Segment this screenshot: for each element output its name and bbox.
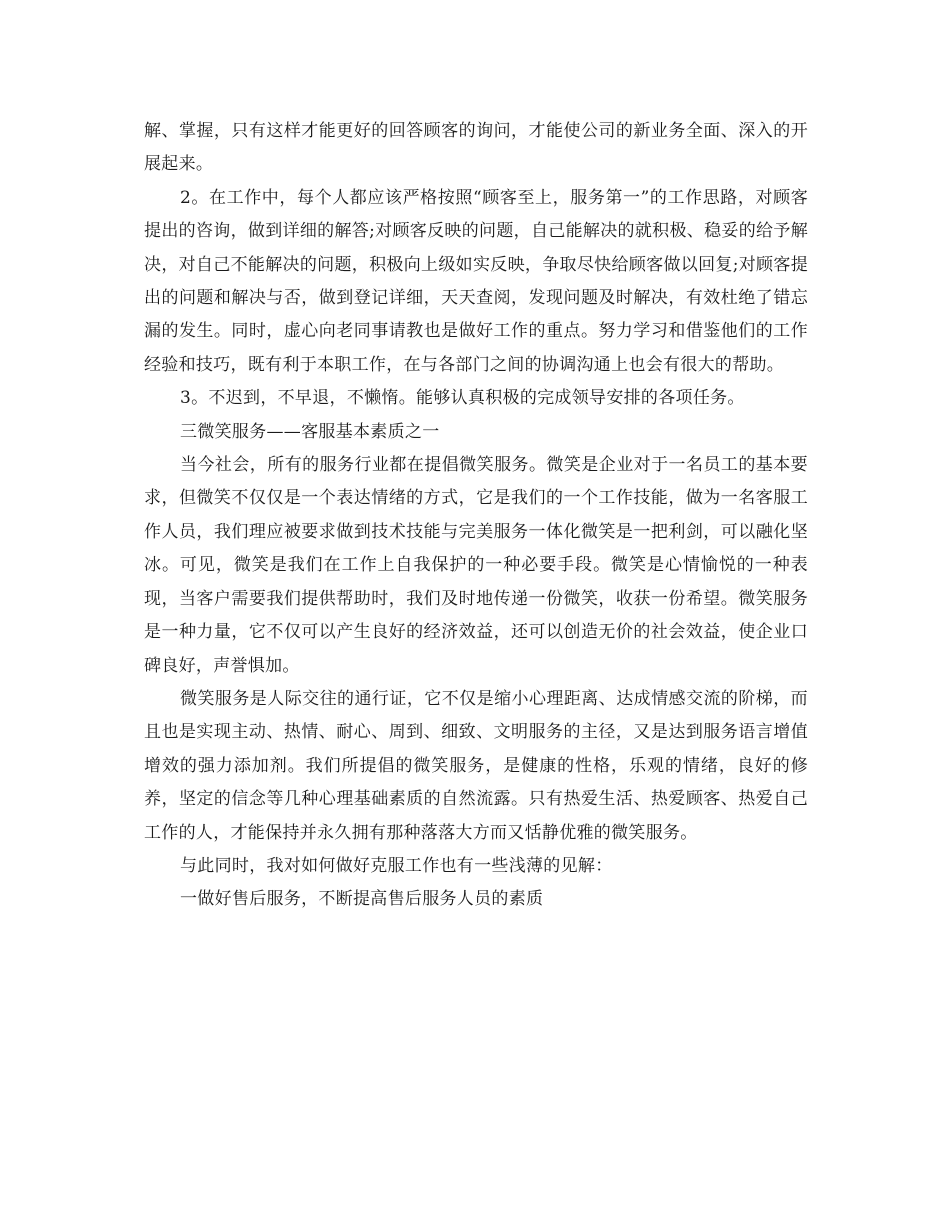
paragraph-opinion-intro: 与此同时，我对如何做好克服工作也有一些浅薄的见解： xyxy=(180,855,613,876)
paragraph-continuation: 解、掌握，只有这样才能更好的回答顾客的询问，才能使公司的新业务全面、深入的开展起来。 xyxy=(144,121,808,175)
document-body xyxy=(144,115,808,917)
paragraph-smile-intro: 当今社会，所有的服务行业都在提倡微笑服务。微笑是企业对于一名员工的基本要求，但微笑不仅仅是一个表达情绪的方式，它是我们的一个工作技能，做为一名客服工作人员，我们理应被要求做到技术技能与完美服务一体化微笑是一把利剑，可以融化坚冰。可见，微笑是我们在工作上自我保护的一种必要手段。微笑是心情愉悦的一种表现，当客户需要我们提供帮助时，我们及时地传递一份微笑，收获一份希望。微笑服务是一种力量，它不仅可以产生良好的经济效益，还可以创造无价的社会效益，使企业口碑良好，声誉惧加。 xyxy=(144,455,808,676)
paragraph-item-2: 2。在工作中，每个人都应该严格按照“顾客至上，服务第一”的工作思路，对顾客提出的咨询，做到详细的解答;对顾客反映的问题，自己能解决的就积极、稳妥的给予解决，对自己不能解决的问题，积极向上级如实反映，争取尽快给顾客做以回复;对顾客提出的问题和解决与否，做到登记详细，天天查阅，发现问题及时解决，有效杜绝了错忘漏的发生。同时，虚心向老同事请教也是做好工作的重点。努力学习和借鉴他们的工作经验和技巧，既有利于本职工作，在与各部门之间的协调沟通上也会有很大的帮助。 xyxy=(144,187,808,375)
section-heading-after-sales: 一做好售后服务，不断提高售后服务人员的素质 xyxy=(180,889,544,910)
paragraph-smile-passport: 微笑服务是人际交往的通行证，它不仅是缩小心理距离、达成情感交流的阶梯，而且也是实现主动、热情、耐心、周到、细致、文明服务的主径，又是达到服务语言增值增效的强力添加剂。我们所提倡的微笑服务，是健康的性格，乐观的情绪，良好的修养，坚定的信念等几种心理基础素质的自然流露。只有热爱生活、热爱顾客、热爱自己工作的人，才能保持并永久拥有那种落落大方而又恬静优雅的微笑服务。 xyxy=(144,688,808,843)
section-heading-smile-service: 三微笑服务——客服基本素质之一 xyxy=(180,421,440,442)
paragraph-item-3: 3。不迟到，不早退，不懒惰。能够认真积极的完成领导安排的各项任务。 xyxy=(180,388,745,409)
